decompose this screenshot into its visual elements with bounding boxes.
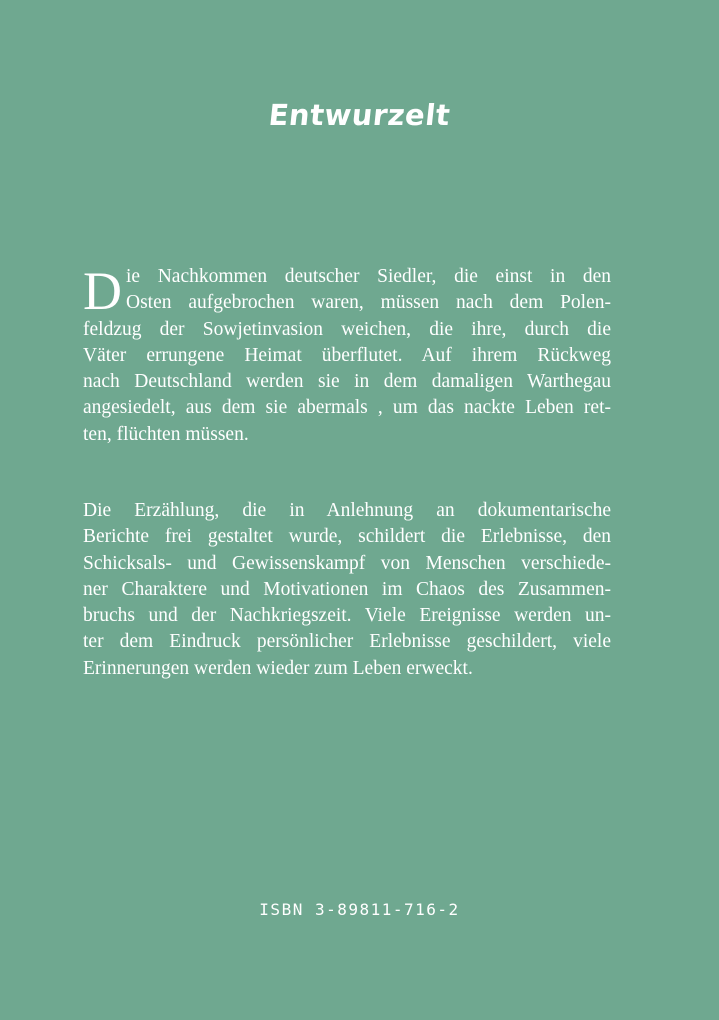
blurb-line: bruchs und der Nachkriegszeit. Viele Ereignisse werden un- — [83, 605, 611, 627]
blurb-line: nach Deutschland werden sie in dem damaligen Warthegau — [83, 371, 611, 393]
blurb-line: Erinnerungen werden wieder zum Leben erweckt. — [83, 657, 473, 679]
drop-cap: D — [83, 261, 122, 321]
blurb-line: ie Nachkommen deutscher Siedler, die einst in den — [126, 266, 611, 287]
blurb-paragraph-1 — [83, 261, 611, 448]
blurb-line: ner Charaktere und Motivationen im Chaos des Zusammen- — [83, 578, 611, 600]
blurb-line: Berichte frei gestaltet wurde, schildert die Erlebnisse, den — [83, 526, 611, 548]
blurb-line: Osten aufgebrochen waren, müssen nach dem Polen- — [126, 292, 611, 314]
blurb-paragraph-2 — [83, 498, 611, 682]
blurb-line: Die Erzählung, die in Anlehnung an dokumentarische — [83, 500, 611, 521]
blurb-line: Väter errungene Heimat überflutet. Auf ihrem Rückweg — [83, 344, 611, 366]
blurb-line: Schicksals- und Gewissenskampf von Menschen verschiede- — [83, 552, 611, 574]
book-title: Entwurzelt — [266, 98, 452, 132]
blurb-line: ter dem Eindruck persönlicher Erlebnisse geschildert, viele — [83, 631, 611, 653]
blurb-line: feldzug der Sowjetinvasion weichen, die ihre, durch die — [83, 318, 611, 340]
isbn-label: ISBN 3-89811-716-2 — [259, 900, 460, 919]
blurb-line: angesiedelt, aus dem sie abermals , um das nackte Leben ret- — [83, 397, 611, 419]
blurb-line: ten, flüchten müssen. — [83, 423, 249, 445]
